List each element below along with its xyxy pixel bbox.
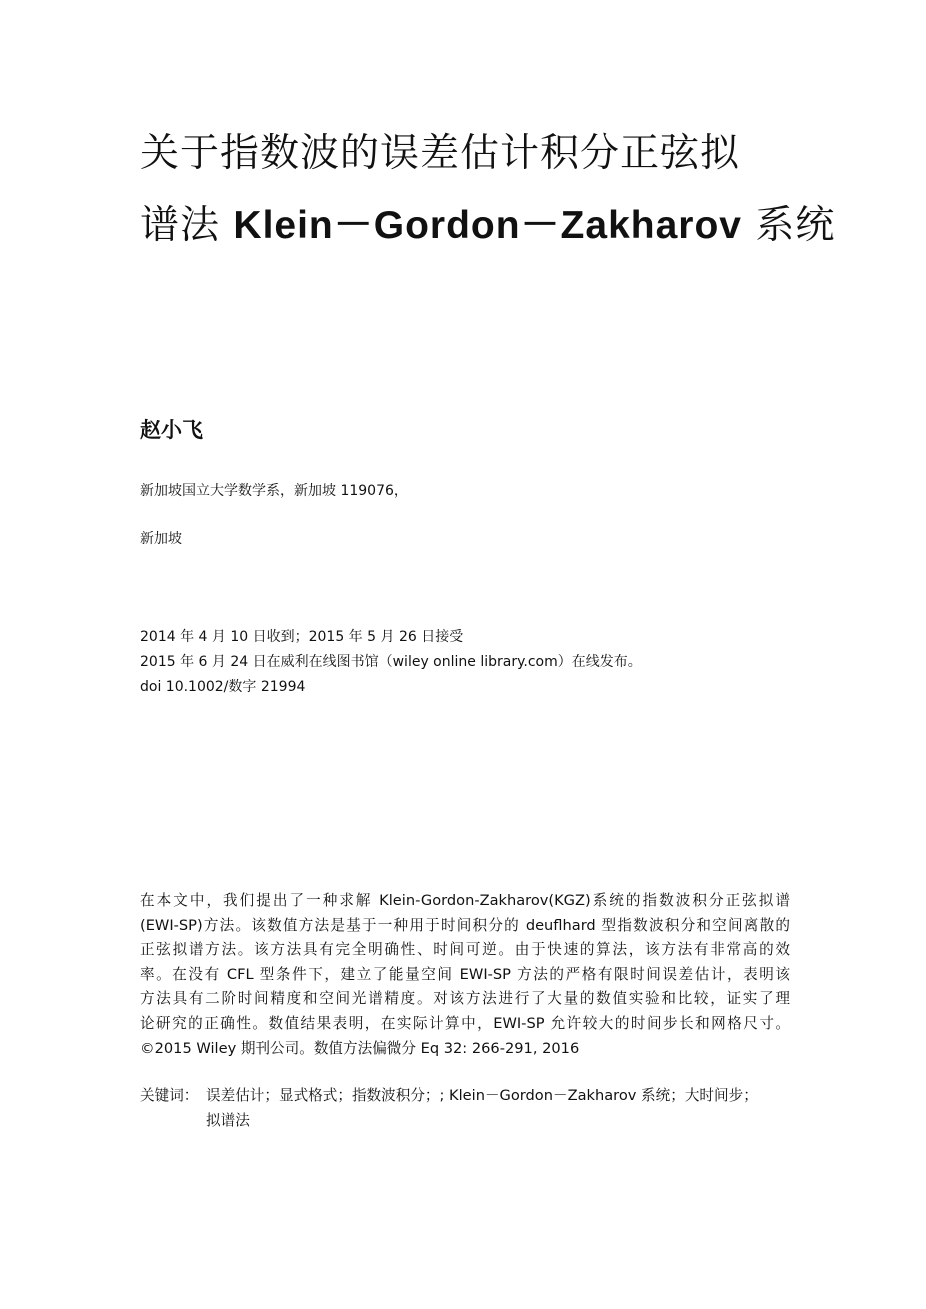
abstract-line: 方法具有二阶时间精度和空间光谱精度。对该方法进行了大量的数值实验和比较，证实了理 [140, 990, 790, 1008]
author-name: 赵小飞 [140, 418, 203, 442]
received-accepted-date: 2014 年 4 月 10 日收到；2015 年 5 月 26 日接受 [140, 629, 464, 645]
affiliation-line-1: 新加坡国立大学数学系，新加坡 119076， [140, 483, 408, 499]
title-line-2-latin: Klein－Gordon－Zakharov [233, 204, 742, 247]
doi: doi 10.1002/数字 21994 [140, 679, 306, 695]
abstract-copyright-line: ©2015 Wiley 期刊公司。数值方法偏微分 Eq 32: 266-291, 2016 [140, 1039, 580, 1057]
title-line-2 [140, 190, 836, 262]
abstract-line: 论研究的正确性。数值结果表明，在实际计算中，EWI-SP 允许较大的时间步长和网格尺寸。 [140, 1014, 790, 1032]
affiliation-line-2: 新加坡 [140, 531, 182, 547]
abstract [140, 889, 790, 1061]
keywords-line-1: 误差估计；显式格式；指数波积分；; Klein－Gordon－Zakharov 系统；大时间步； [206, 1087, 758, 1104]
keywords-row [140, 1084, 800, 1109]
paper-title [140, 118, 836, 262]
title-line-1: 关于指数波的误差估计积分正弦拟 [140, 131, 741, 176]
keywords [140, 1084, 800, 1133]
keywords-line-2: 拟谱法 [206, 1111, 250, 1129]
publication-dates [140, 625, 642, 700]
abstract-line: 率。在没有 CFL 型条件下，建立了能量空间 EWI-SP 方法的严格有限时间误差估计，表明该 [140, 965, 790, 983]
title-line-2-prefix: 谱法 [140, 203, 234, 248]
abstract-line: 在本文中，我们提出了一种求解 Klein-Gordon-Zakharov(KGZ)系统的指数波积分正弦拟谱 [140, 892, 790, 909]
abstract-line: 正弦拟谱方法。该方法具有完全明确性、时间可逆。由于快速的算法，该方法有非常高的效 [140, 941, 790, 959]
title-line-2-suffix: 系统 [741, 203, 836, 248]
abstract-line: (EWI-SP)方法。该数值方法是基于一种用于时间积分的 deuflhard 型指数波积分和空间离散的 [140, 916, 790, 934]
keywords-label: 关键词： [140, 1087, 199, 1104]
published-online-date: 2015 年 6 月 24 日在威利在线图书馆（wiley online library.com）在线发布。 [140, 654, 642, 670]
